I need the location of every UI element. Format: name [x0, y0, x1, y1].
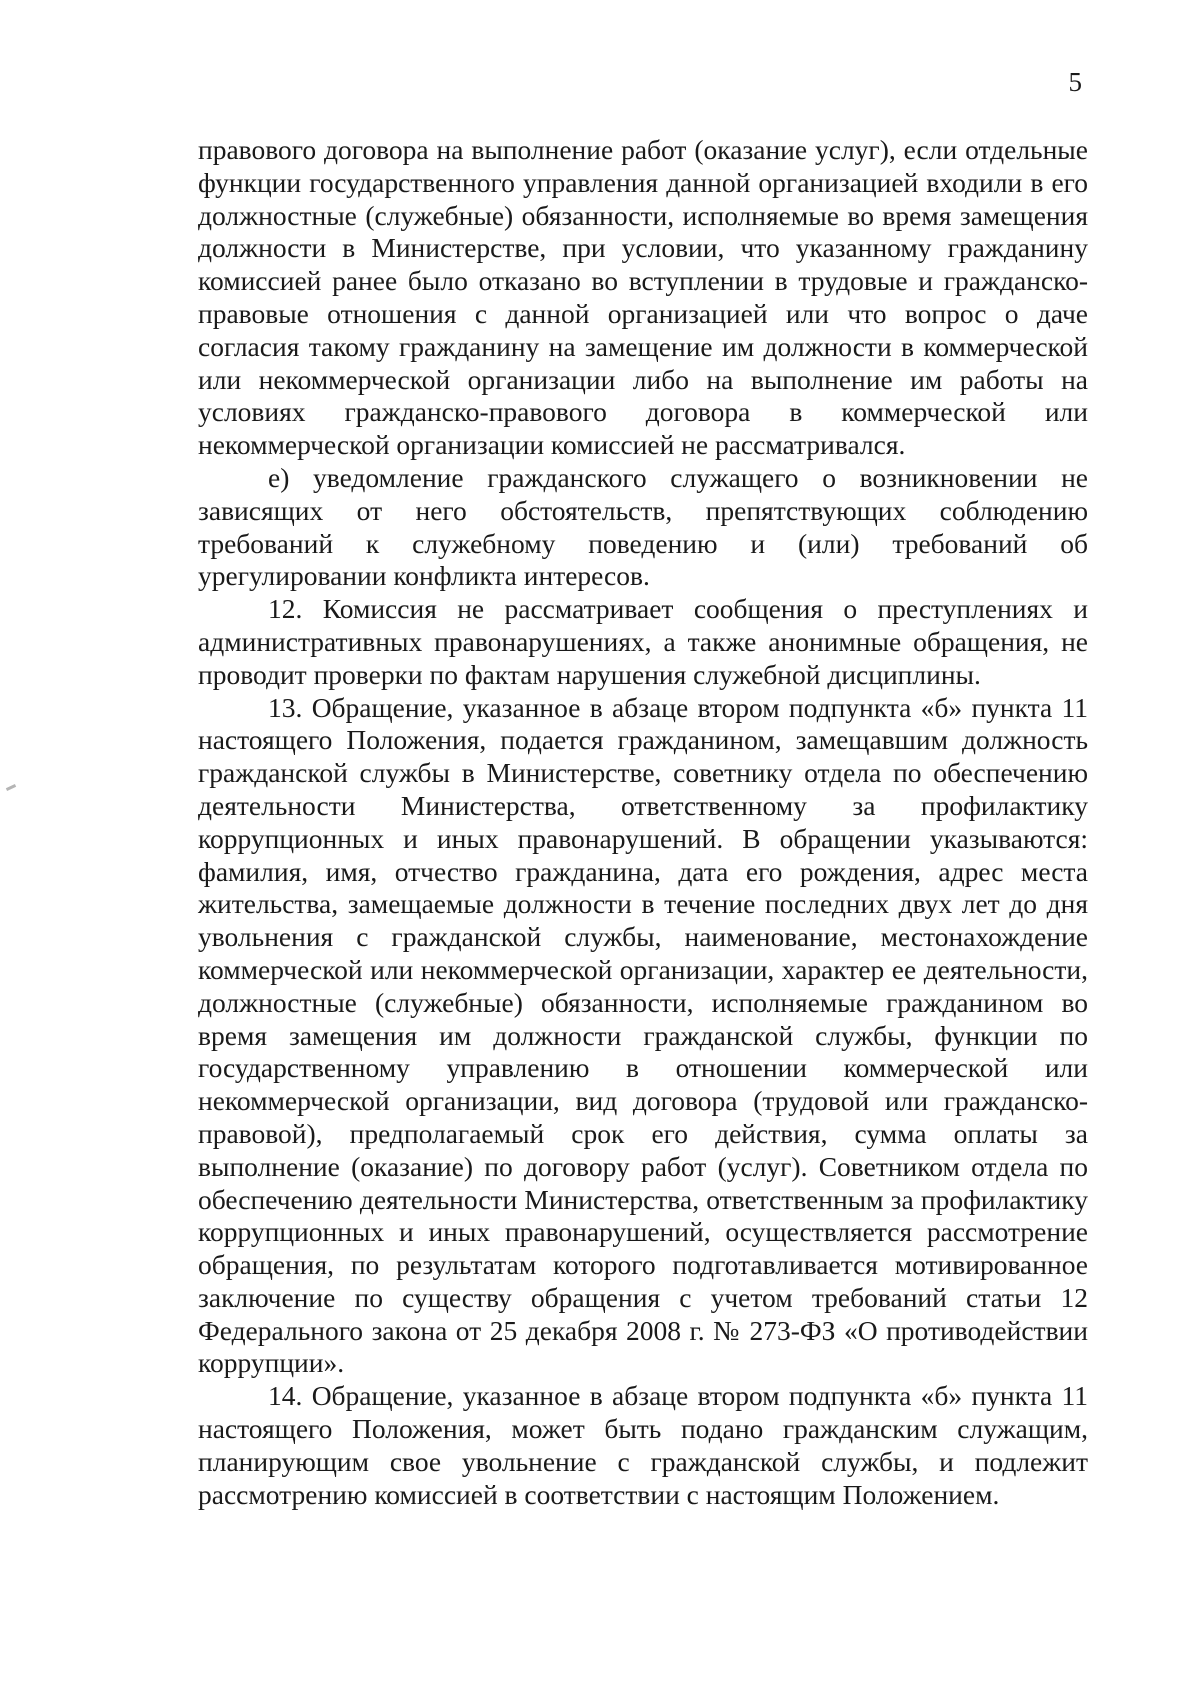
- document-body: [198, 134, 1088, 1511]
- paragraph-item-13: 13. Обращение, указанное в абзаце втором подпункта «б» пункта 11 настоящего Положения, подается гражданином, замещавшим должность гражданской службы в Министерстве, советнику отдела по обеспечению деятельности Министерства, ответственному за профилактику коррупционных и иных правонарушений. В обращении указываются: фамилия, имя, отчество гражданина, дата его рождения, адрес места жительства, замещаемые должности в течение последних двух лет до дня увольнения с гражданской службы, наименование, местонахождение коммерческой или некоммерческой организации, характер ее деятельности, должностные (служебные) обязанности, исполняемые гражданином во время замещения им должности гражданской службы, функции по государственному управлению в отношении коммерческой или некоммерческой организации, вид договора (трудовой или гражданско-правовой), предполагаемый срок его действия, сумма оплаты за выполнение (оказание) по договору работ (услуг). Советником отдела по обеспечению деятельности Министерства, ответственным за профилактику коррупционных и иных правонарушений, осуществляется рассмотрение обращения, по результатам которого подготавливается мотивированное заключение по существу обращения с учетом требований статьи 12 Федерального закона от 25 декабря 2008 г. № 273-ФЗ «О противодействии коррупции».: [198, 691, 1088, 1379]
- paragraph-item-14: 14. Обращение, указанное в абзаце втором подпункта «б» пункта 11 настоящего Положения, может быть подано гражданским служащим, планирующим свое увольнение с гражданской службы, и подлежит рассмотрению комиссией в соответствии с настоящим Положением.: [198, 1380, 1088, 1510]
- paragraph-item-12: 12. Комиссия не рассматривает сообщения о преступлениях и административных правонарушениях, а также анонимные обращения, не проводит проверки по фактам нарушения служебной дисциплины.: [198, 593, 1088, 690]
- page-number: 5: [1068, 67, 1082, 97]
- scan-artifact: [6, 784, 16, 791]
- paragraph-subitem-e: е) уведомление гражданского служащего о возникновении не зависящих от него обстоятельств, препятствующих соблюдению требований к служебному поведению и (или) требований об урегулировании конфликта интересов.: [198, 461, 1088, 592]
- paragraph-continuation: правового договора на выполнение работ (оказание услуг), если отдельные функции государственного управления данной организацией входили в его должностные (служебные) обязанности, исполняемые во время замещения должности в Министерстве, при условии, что указанному гражданину комиссией ранее было отказано во вступлении в трудовые и гражданско-правовые отношения с данной организацией или что вопрос о даче согласия такому гражданину на замещение им должности в коммерческой или некоммерческой организации либо на выполнение им работы на условиях гражданско-правового договора в коммерческой или некоммерческой организации комиссией не рассматривался.: [198, 134, 1088, 461]
